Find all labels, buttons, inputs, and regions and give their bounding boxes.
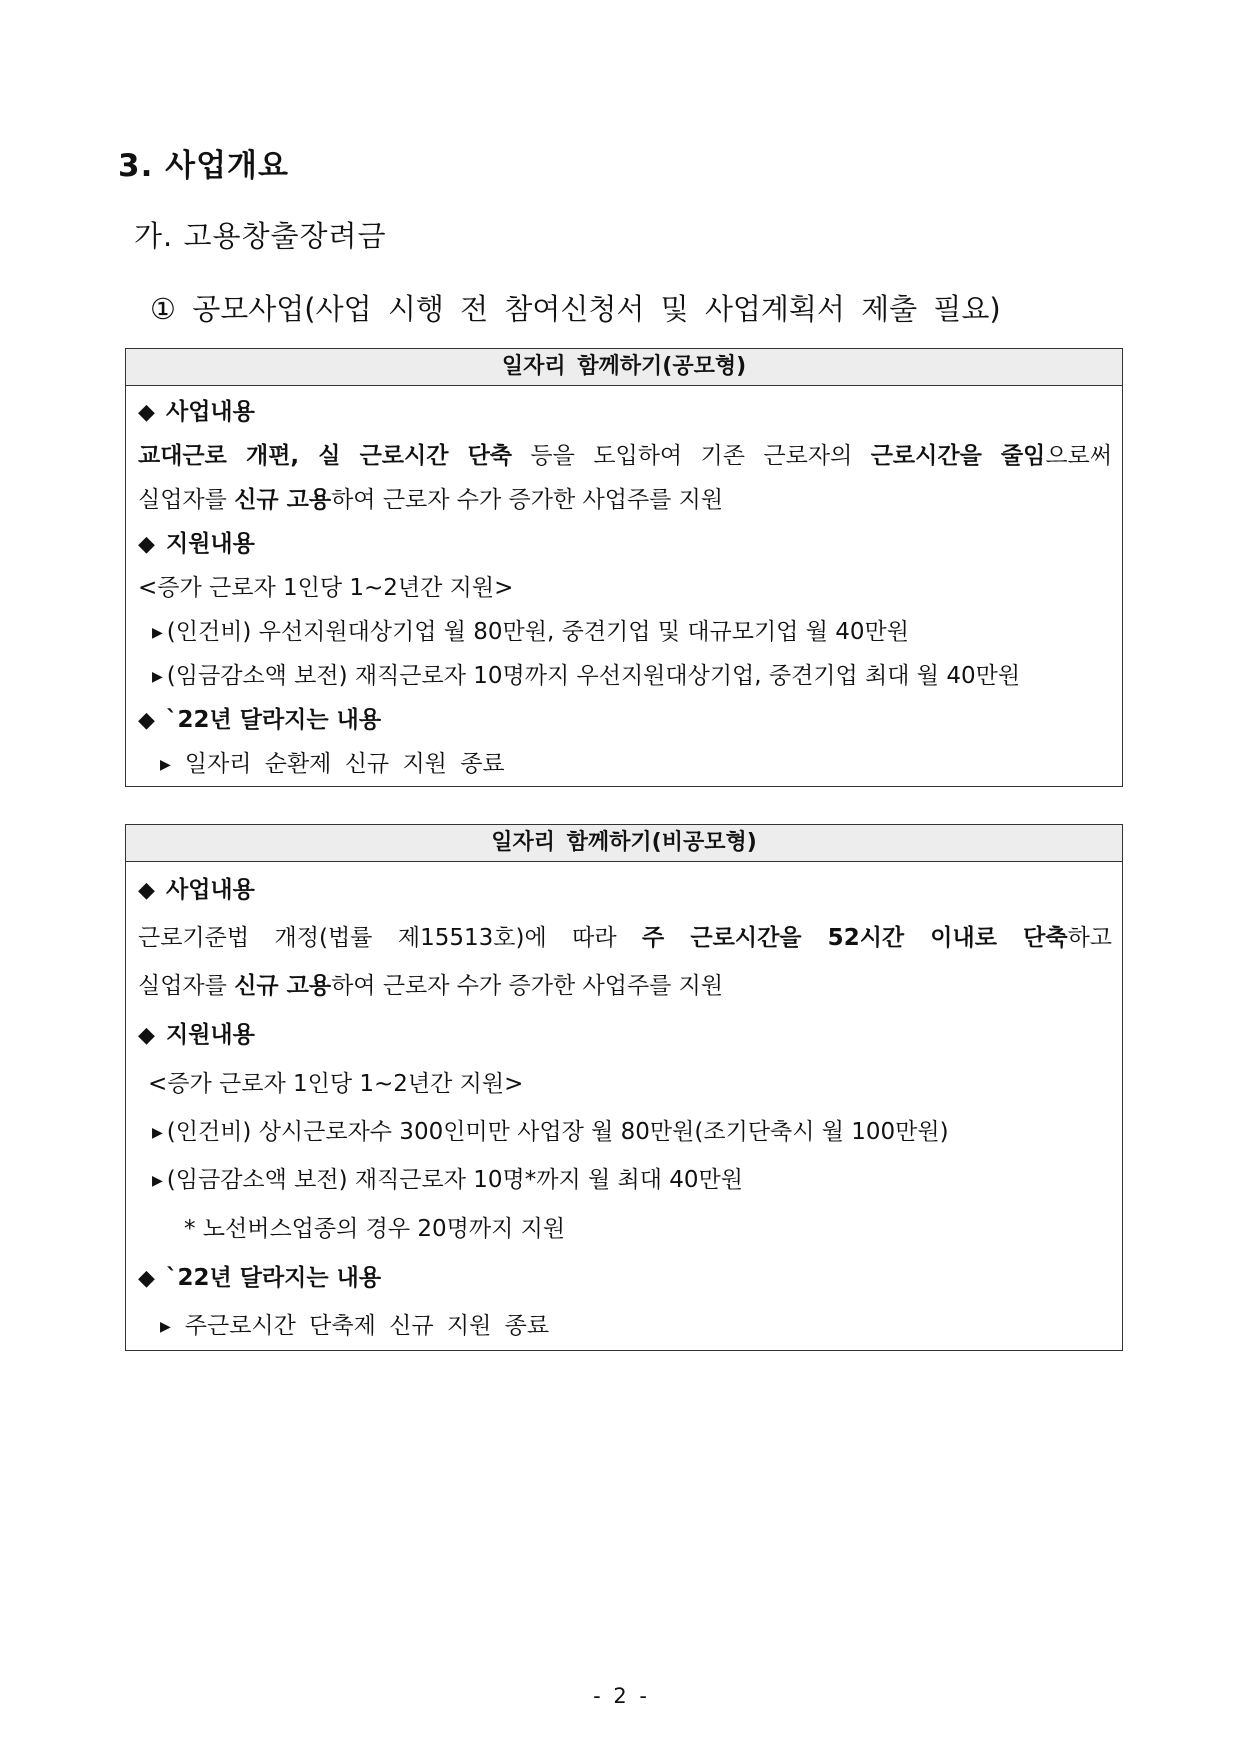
diamond-icon: ◆	[138, 532, 155, 557]
box-body	[126, 862, 1122, 1350]
box-header: 일자리 함께하기(비공모형)	[126, 825, 1122, 862]
box-non-public-offering	[125, 824, 1123, 1351]
diamond-icon: ◆	[138, 1266, 155, 1291]
triangle-bullet-icon: ▶	[152, 624, 163, 641]
triangle-bullet-icon: ▶	[152, 1124, 163, 1141]
section-title: 3. 사업개요	[118, 148, 289, 184]
support-bullet: ▶ (임금감소액 보전) 재직근로자 10명까지 우선지원대상기업, 중견기업 최대 월 40만원	[138, 654, 1112, 698]
box-public-offering	[125, 348, 1123, 787]
changes-heading: ◆ `22년 달라지는 내용	[138, 698, 1112, 742]
changes-heading: ◆ `22년 달라지는 내용	[138, 1254, 1112, 1302]
support-content-heading: ◆ 지원내용	[138, 522, 1112, 566]
support-bullet: ▶ (인건비) 상시근로자수 300인미만 사업장 월 80만원(조기단축시 월 100만원)	[138, 1108, 1112, 1156]
support-subtitle: <증가 근로자 1인당 1~2년간 지원>	[138, 575, 514, 601]
changes-bullet: ▶ 주근로시간 단축제 신규 지원 종료	[138, 1302, 1112, 1350]
triangle-bullet-icon: ▶	[160, 1318, 171, 1335]
support-bullet: ▶ (인건비) 우선지원대상기업 월 80만원, 중견기업 및 대규모기업 월 40만원	[138, 610, 1112, 654]
box-body	[126, 386, 1122, 786]
diamond-icon: ◆	[138, 400, 155, 425]
diamond-icon: ◆	[138, 878, 155, 903]
support-note: * 노선버스업종의 경우 20명까지 지원	[184, 1216, 566, 1242]
item-title: ① 공모사업(사업 시행 전 참여신청서 및 사업계획서 제출 필요)	[150, 292, 1001, 326]
changes-bullet: ▶ 일자리 순환제 신규 지원 종료	[138, 742, 1112, 786]
business-description-line: 실업자를 신규 고용하여 근로자 수가 증가한 사업주를 지원	[138, 973, 724, 999]
business-description-line: 실업자를 신규 고용하여 근로자 수가 증가한 사업주를 지원	[138, 487, 724, 513]
support-subtitle: <증가 근로자 1인당 1~2년간 지원>	[148, 1071, 524, 1097]
business-description-line: 근로기준법 개정(법률 제15513호)에 따라 주 근로시간을 52시간 이내로 단축하고	[138, 925, 1112, 951]
triangle-bullet-icon: ▶	[160, 756, 171, 773]
support-bullet: ▶ (임금감소액 보전) 재직근로자 10명*까지 월 최대 40만원	[138, 1156, 1112, 1204]
support-content-heading: ◆ 지원내용	[138, 1010, 1112, 1060]
business-content-heading: ◆ 사업내용	[138, 866, 1112, 914]
diamond-icon: ◆	[138, 708, 155, 733]
business-content-heading: ◆ 사업내용	[138, 390, 1112, 434]
diamond-icon: ◆	[138, 1023, 155, 1048]
subsection-title: 가. 고용창출장려금	[134, 219, 387, 253]
triangle-bullet-icon: ▶	[152, 668, 163, 685]
triangle-bullet-icon: ▶	[152, 1172, 163, 1189]
business-description-line: 교대근로 개편, 실 근로시간 단축 등을 도입하여 기존 근로자의 근로시간을 줄임으로써	[138, 443, 1112, 469]
page-number: - 2 -	[593, 1684, 647, 1708]
box-header: 일자리 함께하기(공모형)	[126, 349, 1122, 386]
